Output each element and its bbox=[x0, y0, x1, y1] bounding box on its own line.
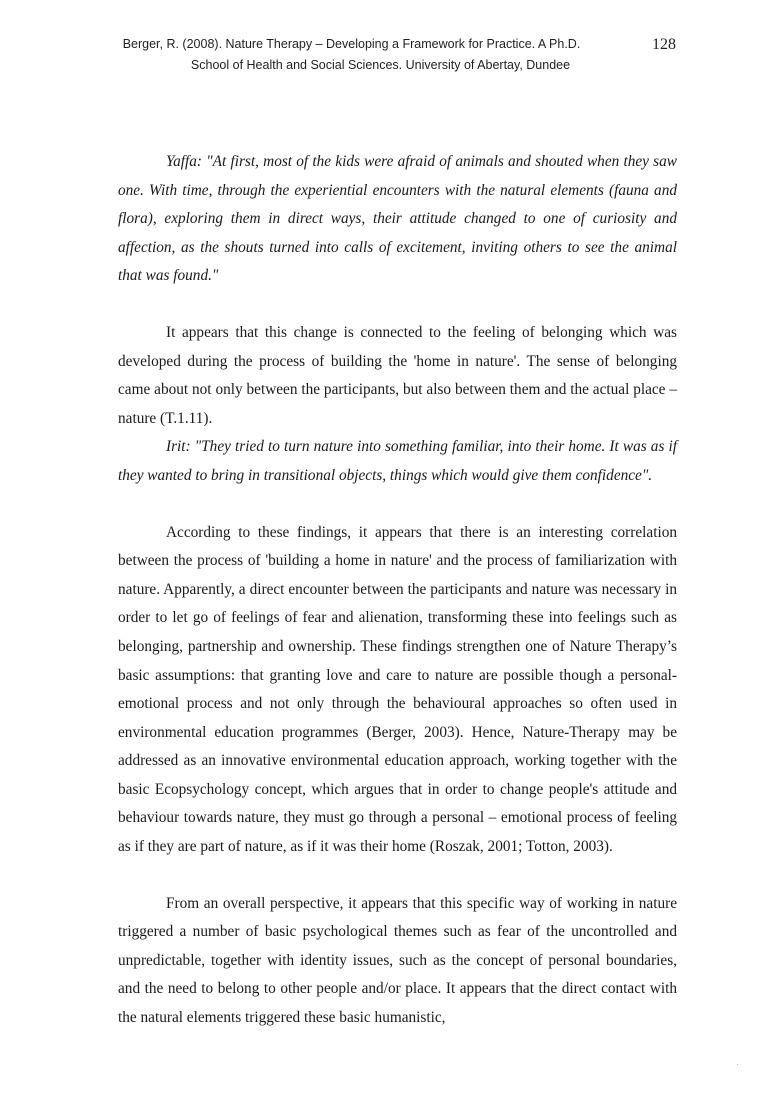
paragraph-quote-irit: Irit: "They tried to turn nature into something familiar, into their home. It was as if they wanted to bring in transitional objects, things which would give them confidence". bbox=[118, 438, 677, 484]
paragraph-overall: From an overall perspective, it appears that this specific way of working in nature triggered a number of basic psychological themes such as fear of the uncontrolled and unpredictable, together with identity issues, such as the concept of personal boundaries, and the need to belong to other people and/or place. It appears that the direct contact with the natural elements triggered these basic humanistic, bbox=[118, 894, 677, 1027]
paragraph-gap bbox=[118, 491, 677, 519]
paragraph-findings: According to these findings, it appears that there is an interesting correlation between the process of 'building a home in nature' and the process of familiarization with nature. Apparently, a direct encounter between the participants and nature was necessary in order to let go of feelings of fear and alienation, transforming these into feelings such as belonging, partnership and ownership. These findings strengthen one of Nature Therapy’s basic assumptions: that granting love and care to nature are possible though a personal-emotional process and not only through the behavioural approaches so often used in environmental education programmes (Berger, 2003). Hence, Nature-Therapy may be addressed as an innovative environmental education approach, working together with the basic Ecopsychology concept, which argues that in order to change people's attitude and behaviour towards nature, they must go through a personal – emotional process of feeling as if they are part of nature, as if it was their home (Roszak, 2001; Totton, 2003). bbox=[118, 523, 677, 856]
paragraph-gap bbox=[118, 291, 677, 319]
running-header bbox=[0, 34, 761, 76]
header-citation-line-2: School of Health and Social Sciences. University of Abertay, Dundee bbox=[190, 58, 571, 72]
body-text bbox=[118, 148, 677, 1033]
scan-speck bbox=[737, 1064, 738, 1065]
paragraph-gap bbox=[118, 862, 677, 890]
page-number: 128 bbox=[652, 36, 676, 53]
paragraph-belonging: It appears that this change is connected to the feeling of belonging which was developed during the process of building the 'home in nature'. The sense of belonging came about not only between the participants, but also between them and the actual place – nature (T.1.11). bbox=[118, 323, 677, 427]
paragraph-quote-yaffa: Yaffa: "At first, most of the kids were afraid of animals and shouted when they saw one. With time, through the experiential encounters with the natural elements (fauna and flora), exploring them in direct ways, their attitude changed to one of curiosity and affection, as the shouts turned into calls of excitement, inviting others to see the animal that was found." bbox=[118, 153, 677, 285]
header-citation-line-1: Berger, R. (2008). Nature Therapy – Developing a Framework for Practice. A Ph.D. bbox=[122, 37, 581, 51]
